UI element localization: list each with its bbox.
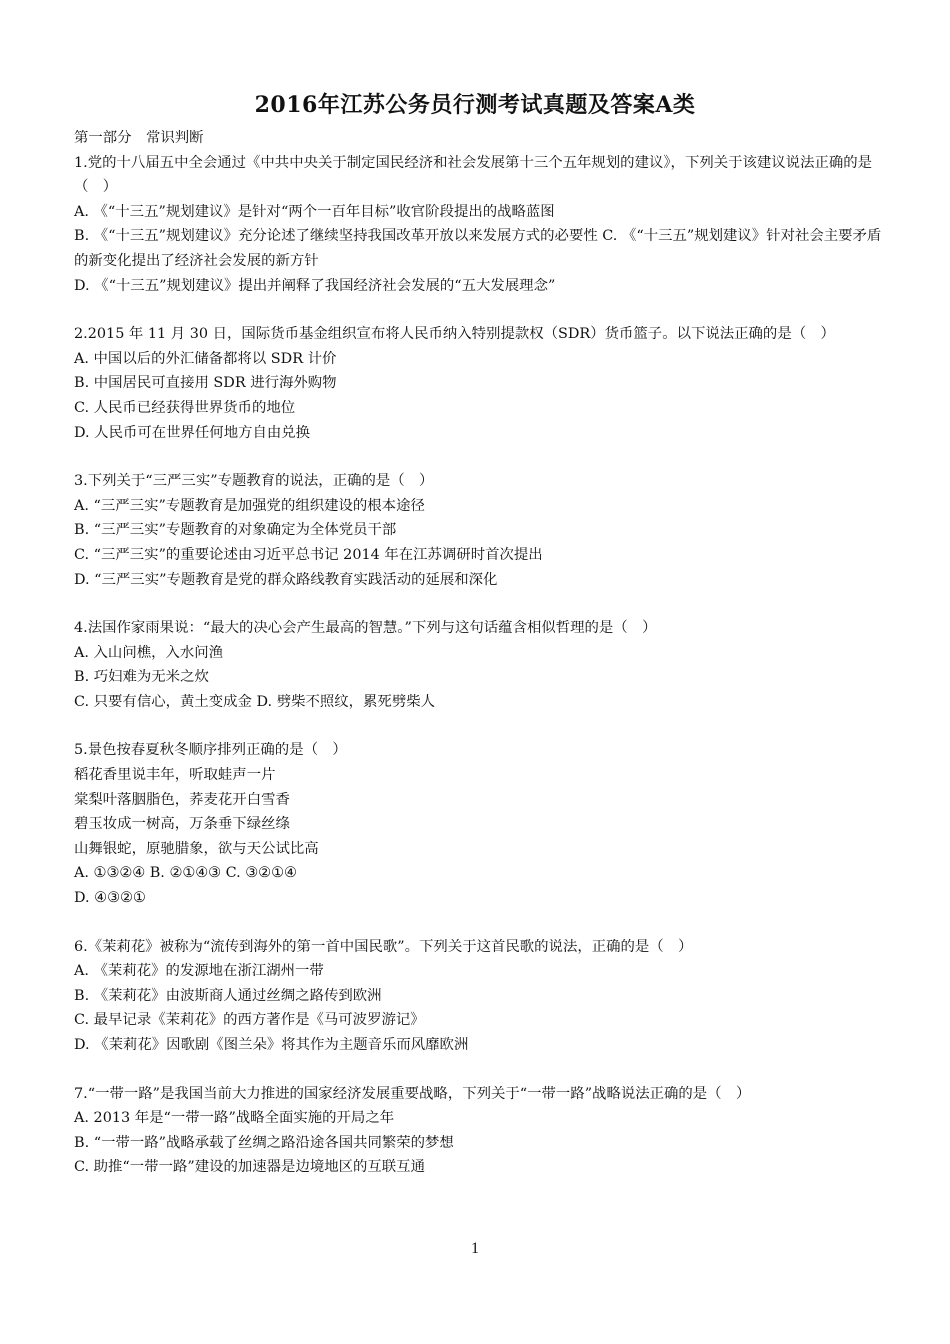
question-7-option-a: A. 2013 年是“一带一路”战略全面实施的开局之年 [74, 1110, 395, 1127]
question-3-option-a: A. “三严三实”专题教育是加强党的组织建设的根本途径 [74, 497, 425, 514]
question-7-stem: 7.“一带一路”是我国当前大力推进的国家经济发展重要战略，下列关于“一带一路”战略说法正确的是（ ） [74, 1085, 751, 1102]
question-1-option-bc: B. 《“十三五”规划建议》充分论述了继续坚持我国改革开放以来发展方式的必要性 C. 《“十三五”规划建议》针对社会主要矛盾的新变化提出了经济社会发展的新方针 [74, 228, 882, 269]
question-4-option-b: B. 巧妇难为无米之炊 [74, 669, 209, 686]
question-4-stem: 4.法国作家雨果说：“最大的决心会产生最高的智慧。”下列与这句话蕴含相似哲理的是（ ） [74, 620, 657, 637]
question-3-option-d: D. “三严三实”专题教育是党的群众路线教育实践活动的延展和深化 [74, 571, 498, 588]
spacer [74, 298, 888, 322]
question-6-option-d: D. 《茉莉花》因歌剧《图兰朵》将其作为主题音乐而风靡欧洲 [74, 1037, 469, 1053]
question-4-option-cd: C. 只要有信心，黄土变成金 D. 劈柴不照纹，累死劈柴人 [74, 693, 435, 710]
question-2-option-a: A. 中国以后的外汇储备都将以 SDR 计价 [74, 350, 337, 367]
spacer [74, 445, 888, 469]
spacer [74, 592, 888, 616]
section-heading: 第一部分 常识判断 [74, 130, 204, 146]
question-5-verse-2: 棠梨叶落胭脂色，荞麦花开白雪香 [74, 791, 290, 808]
question-3-stem: 3.下列关于“三严三实”专题教育的说法，正确的是（ ） [74, 473, 434, 490]
spacer [74, 1058, 888, 1082]
question-7-option-c: C. 助推“一带一路”建设的加速器是边境地区的互联互通 [74, 1159, 425, 1176]
question-2-option-d: D. 人民币可在世界任何地方自由兑换 [74, 424, 311, 441]
question-3-option-b: B. “三严三实”专题教育的对象确定为全体党员干部 [74, 522, 397, 539]
question-5-verse-3: 碧玉妆成一树高，万条垂下绿丝绦 [74, 816, 290, 833]
question-2-stem: 2.2015 年 11 月 30 日，国际货币基金组织宣布将人民币纳入特别提款权（SDR）货币篮子。以下说法正确的是（ ） [74, 326, 835, 343]
question-6-option-b: B. 《茉莉花》由波斯商人通过丝绸之路传到欧洲 [74, 987, 382, 1004]
spacer [74, 911, 888, 935]
question-5-verse-4: 山舞银蛇，原驰腊象，欲与天公试比高 [74, 840, 319, 857]
spacer [74, 714, 888, 738]
document-body [74, 126, 888, 1180]
question-1-option-a: A. 《“十三五”规划建议》是针对“两个一百年目标”收官阶段提出的战略蓝图 [74, 203, 555, 220]
question-6-option-c: C. 最早记录《茉莉花》的西方著作是《马可波罗游记》 [74, 1012, 425, 1029]
question-2-option-c: C. 人民币已经获得世界货币的地位 [74, 399, 296, 416]
question-5-option-abc: A. ①③②④ B. ②①④③ C. ③②①④ [74, 865, 297, 882]
question-3-option-c: C. “三严三实”的重要论述由习近平总书记 2014 年在江苏调研时首次提出 [74, 546, 543, 563]
question-5-stem: 5.景色按春夏秋冬顺序排列正确的是（ ） [74, 742, 347, 759]
question-7-option-b: B. “一带一路”战略承载了丝绸之路沿途各国共同繁荣的梦想 [74, 1134, 454, 1151]
page-number: 1 [471, 1240, 479, 1257]
question-6-stem: 6.《茉莉花》被称为“流传到海外的第一首中国民歌”。下列关于这首民歌的说法，正确的是（ ） [74, 938, 693, 955]
question-6-option-a: A. 《茉莉花》的发源地在浙江湖州一带 [74, 963, 324, 980]
question-5-option-d: D. ④③②① [74, 890, 146, 907]
question-2-option-b: B. 中国居民可直接用 SDR 进行海外购物 [74, 375, 337, 392]
question-1-option-d: D. 《“十三五”规划建议》提出并阐释了我国经济社会发展的“五大发展理念” [74, 277, 556, 294]
question-4-option-a: A. 入山问樵，入水问渔 [74, 644, 224, 661]
question-1-stem: 1.党的十八届五中全会通过《中共中央关于制定国民经济和社会发展第十三个五年规划的建议》，下列关于该建议说法正确的是（ ） [74, 154, 873, 196]
question-5-verse-1: 稻花香里说丰年，听取蛙声一片 [74, 767, 276, 784]
document-title: 2016年江苏公务员行测考试真题及答案A类 [254, 92, 696, 118]
